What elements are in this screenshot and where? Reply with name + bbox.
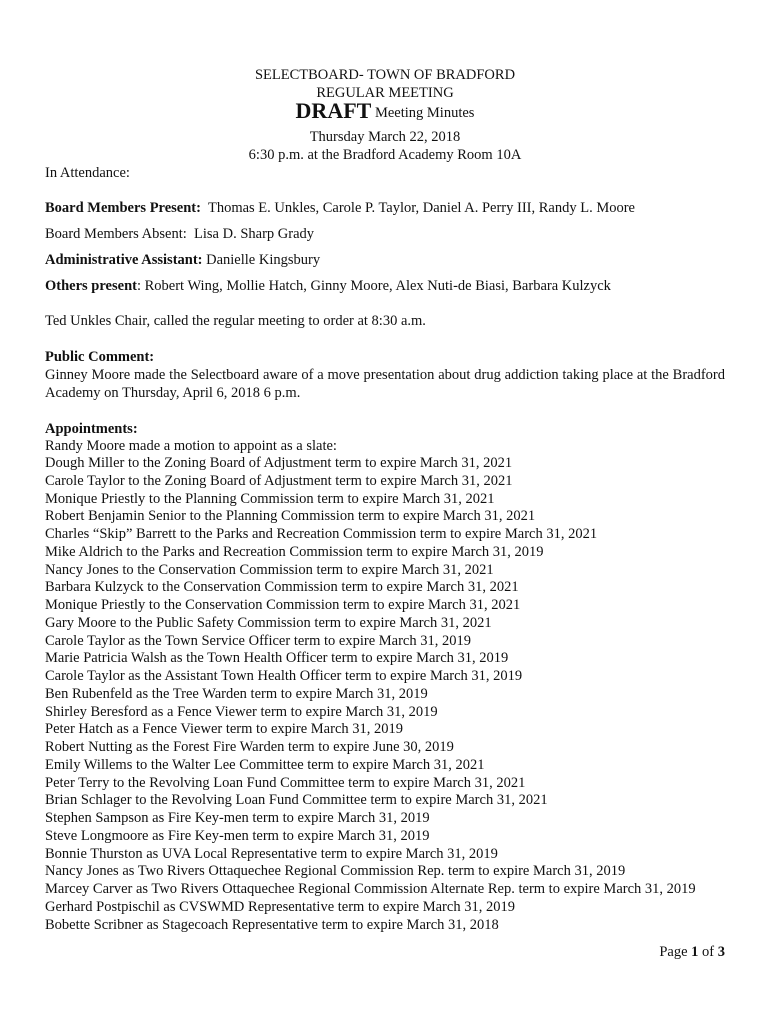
admin-assistant bbox=[45, 251, 725, 269]
appointment-item: Robert Benjamin Senior to the Planning Commission term to expire March 31, 2021 bbox=[45, 508, 536, 525]
appointment-item: Carole Taylor as the Assistant Town Health Officer term to expire March 31, 2019 bbox=[45, 668, 523, 684]
appointment-item: Dough Miller to the Zoning Board of Adjustment term to expire March 31, 2021 bbox=[45, 455, 513, 471]
page-number: 1 bbox=[691, 944, 699, 960]
appointment-item: Nancy Jones as Two Rivers Ottaquechee Regional Commission Rep. term to expire March 31, 2019 bbox=[45, 863, 626, 880]
appointment-item: Bobette Scribner as Stagecoach Representative term to expire March 31, 2018 bbox=[45, 916, 499, 933]
board-present-value: Thomas E. Unkles, Carole P. Taylor, Daniel A. Perry III, Randy L. Moore bbox=[207, 200, 635, 216]
appointment-item: Steve Longmoore as Fire Key-men term to expire March 31, 2019 bbox=[45, 827, 430, 844]
appointment-item: Stephen Sampson as Fire Key-men term to expire March 31, 2019 bbox=[45, 810, 430, 826]
page-footer bbox=[659, 943, 725, 961]
board-absent-label: Board Members Absent: bbox=[45, 226, 187, 242]
board-present bbox=[45, 199, 725, 217]
appointment-item: Mike Aldrich to the Parks and Recreation Commission term to expire March 31, 2019 bbox=[45, 543, 544, 560]
appointment-item: Monique Priestly to the Planning Commission term to expire March 31, 2021 bbox=[45, 490, 495, 507]
appointment-item: Brian Schlager to the Revolving Loan Fund Committee term to expire March 31, 2021 bbox=[45, 792, 548, 809]
others-present-value: : Robert Wing, Mollie Hatch, Ginny Moore, Alex Nuti-de Biasi, Barbara Kulzyck bbox=[136, 278, 611, 294]
appointments-intro: Randy Moore made a motion to appoint as a slate: bbox=[45, 438, 337, 454]
appointment-item: Robert Nutting as the Forest Fire Warden term to expire June 30, 2019 bbox=[45, 739, 454, 755]
appointments-heading: Appointments: bbox=[45, 421, 138, 437]
meeting-date: Thursday March 22, 2018 bbox=[309, 129, 461, 145]
public-comment-heading: Public Comment: bbox=[45, 349, 155, 365]
appointment-item: Bonnie Thurston as UVA Local Representative term to expire March 31, 2019 bbox=[45, 845, 498, 862]
appointment-item: Ben Rubenfeld as the Tree Warden term to expire March 31, 2019 bbox=[45, 685, 428, 702]
appointments-list-container bbox=[45, 455, 745, 934]
page-word: Page bbox=[659, 944, 688, 960]
header-subtitle: REGULAR MEETING bbox=[316, 85, 454, 101]
header-draft-line bbox=[0, 98, 770, 123]
appointment-item: Charles “Skip” Barrett to the Parks and Recreation Commission term to expire March 31, 2021 bbox=[45, 526, 598, 542]
header-title: SELECTBOARD- TOWN OF BRADFORD bbox=[254, 67, 516, 83]
appointment-item: Monique Priestly to the Conservation Commission term to expire March 31, 2021 bbox=[45, 597, 521, 613]
draft-label: DRAFT bbox=[295, 98, 372, 123]
board-present-label: Board Members Present: bbox=[45, 200, 201, 216]
appointment-item: Marie Patricia Walsh as the Town Health Officer term to expire March 31, 2019 bbox=[45, 650, 509, 667]
admin-assistant-value: Danielle Kingsbury bbox=[206, 252, 321, 268]
appointment-item: Barbara Kulzyck to the Conservation Commission term to expire March 31, 2021 bbox=[45, 579, 519, 596]
minutes-label: Meeting Minutes bbox=[374, 105, 475, 121]
appointment-item: Marcey Carver as Two Rivers Ottaquechee Regional Commission Alternate Rep. term to expire March 31, 2019 bbox=[45, 881, 696, 897]
call-to-order: Ted Unkles Chair, called the regular meeting to order at 8:30 a.m. bbox=[45, 313, 426, 329]
others-present-label: Others present bbox=[45, 278, 137, 294]
of-word: of bbox=[702, 944, 715, 960]
appointment-item: Gary Moore to the Public Safety Commission term to expire March 31, 2021 bbox=[45, 614, 492, 631]
appointment-item: Peter Terry to the Revolving Loan Fund Committee term to expire March 31, 2021 bbox=[45, 774, 526, 791]
appointment-item: Emily Willems to the Walter Lee Committee term to expire March 31, 2021 bbox=[45, 756, 485, 773]
others-present bbox=[45, 277, 725, 295]
appointments-list bbox=[45, 455, 745, 934]
public-comment-text: Ginney Moore made the Selectboard aware of a move presentation about drug addiction taking place at the Bradford Academy on Thursday, April 6, 2018 6 p.m. bbox=[45, 367, 725, 401]
admin-assistant-label: Administrative Assistant: bbox=[45, 252, 203, 268]
board-absent bbox=[45, 225, 725, 243]
meeting-time-place: 6:30 p.m. at the Bradford Academy Room 10A bbox=[248, 147, 522, 163]
appointment-item: Carole Taylor as the Town Service Officer term to expire March 31, 2019 bbox=[45, 632, 471, 649]
attendance-heading: In Attendance: bbox=[45, 165, 130, 181]
board-absent-value: Lisa D. Sharp Grady bbox=[194, 226, 315, 242]
appointment-item: Nancy Jones to the Conservation Commission term to expire March 31, 2021 bbox=[45, 561, 494, 578]
appointment-item: Gerhard Postpischil as CVSWMD Representative term to expire March 31, 2019 bbox=[45, 898, 515, 915]
appointment-item: Carole Taylor to the Zoning Board of Adjustment term to expire March 31, 2021 bbox=[45, 472, 513, 489]
page-total: 3 bbox=[717, 944, 725, 960]
appointment-item: Peter Hatch as a Fence Viewer term to expire March 31, 2019 bbox=[45, 721, 404, 738]
appointment-item: Shirley Beresford as a Fence Viewer term to expire March 31, 2019 bbox=[45, 703, 438, 720]
